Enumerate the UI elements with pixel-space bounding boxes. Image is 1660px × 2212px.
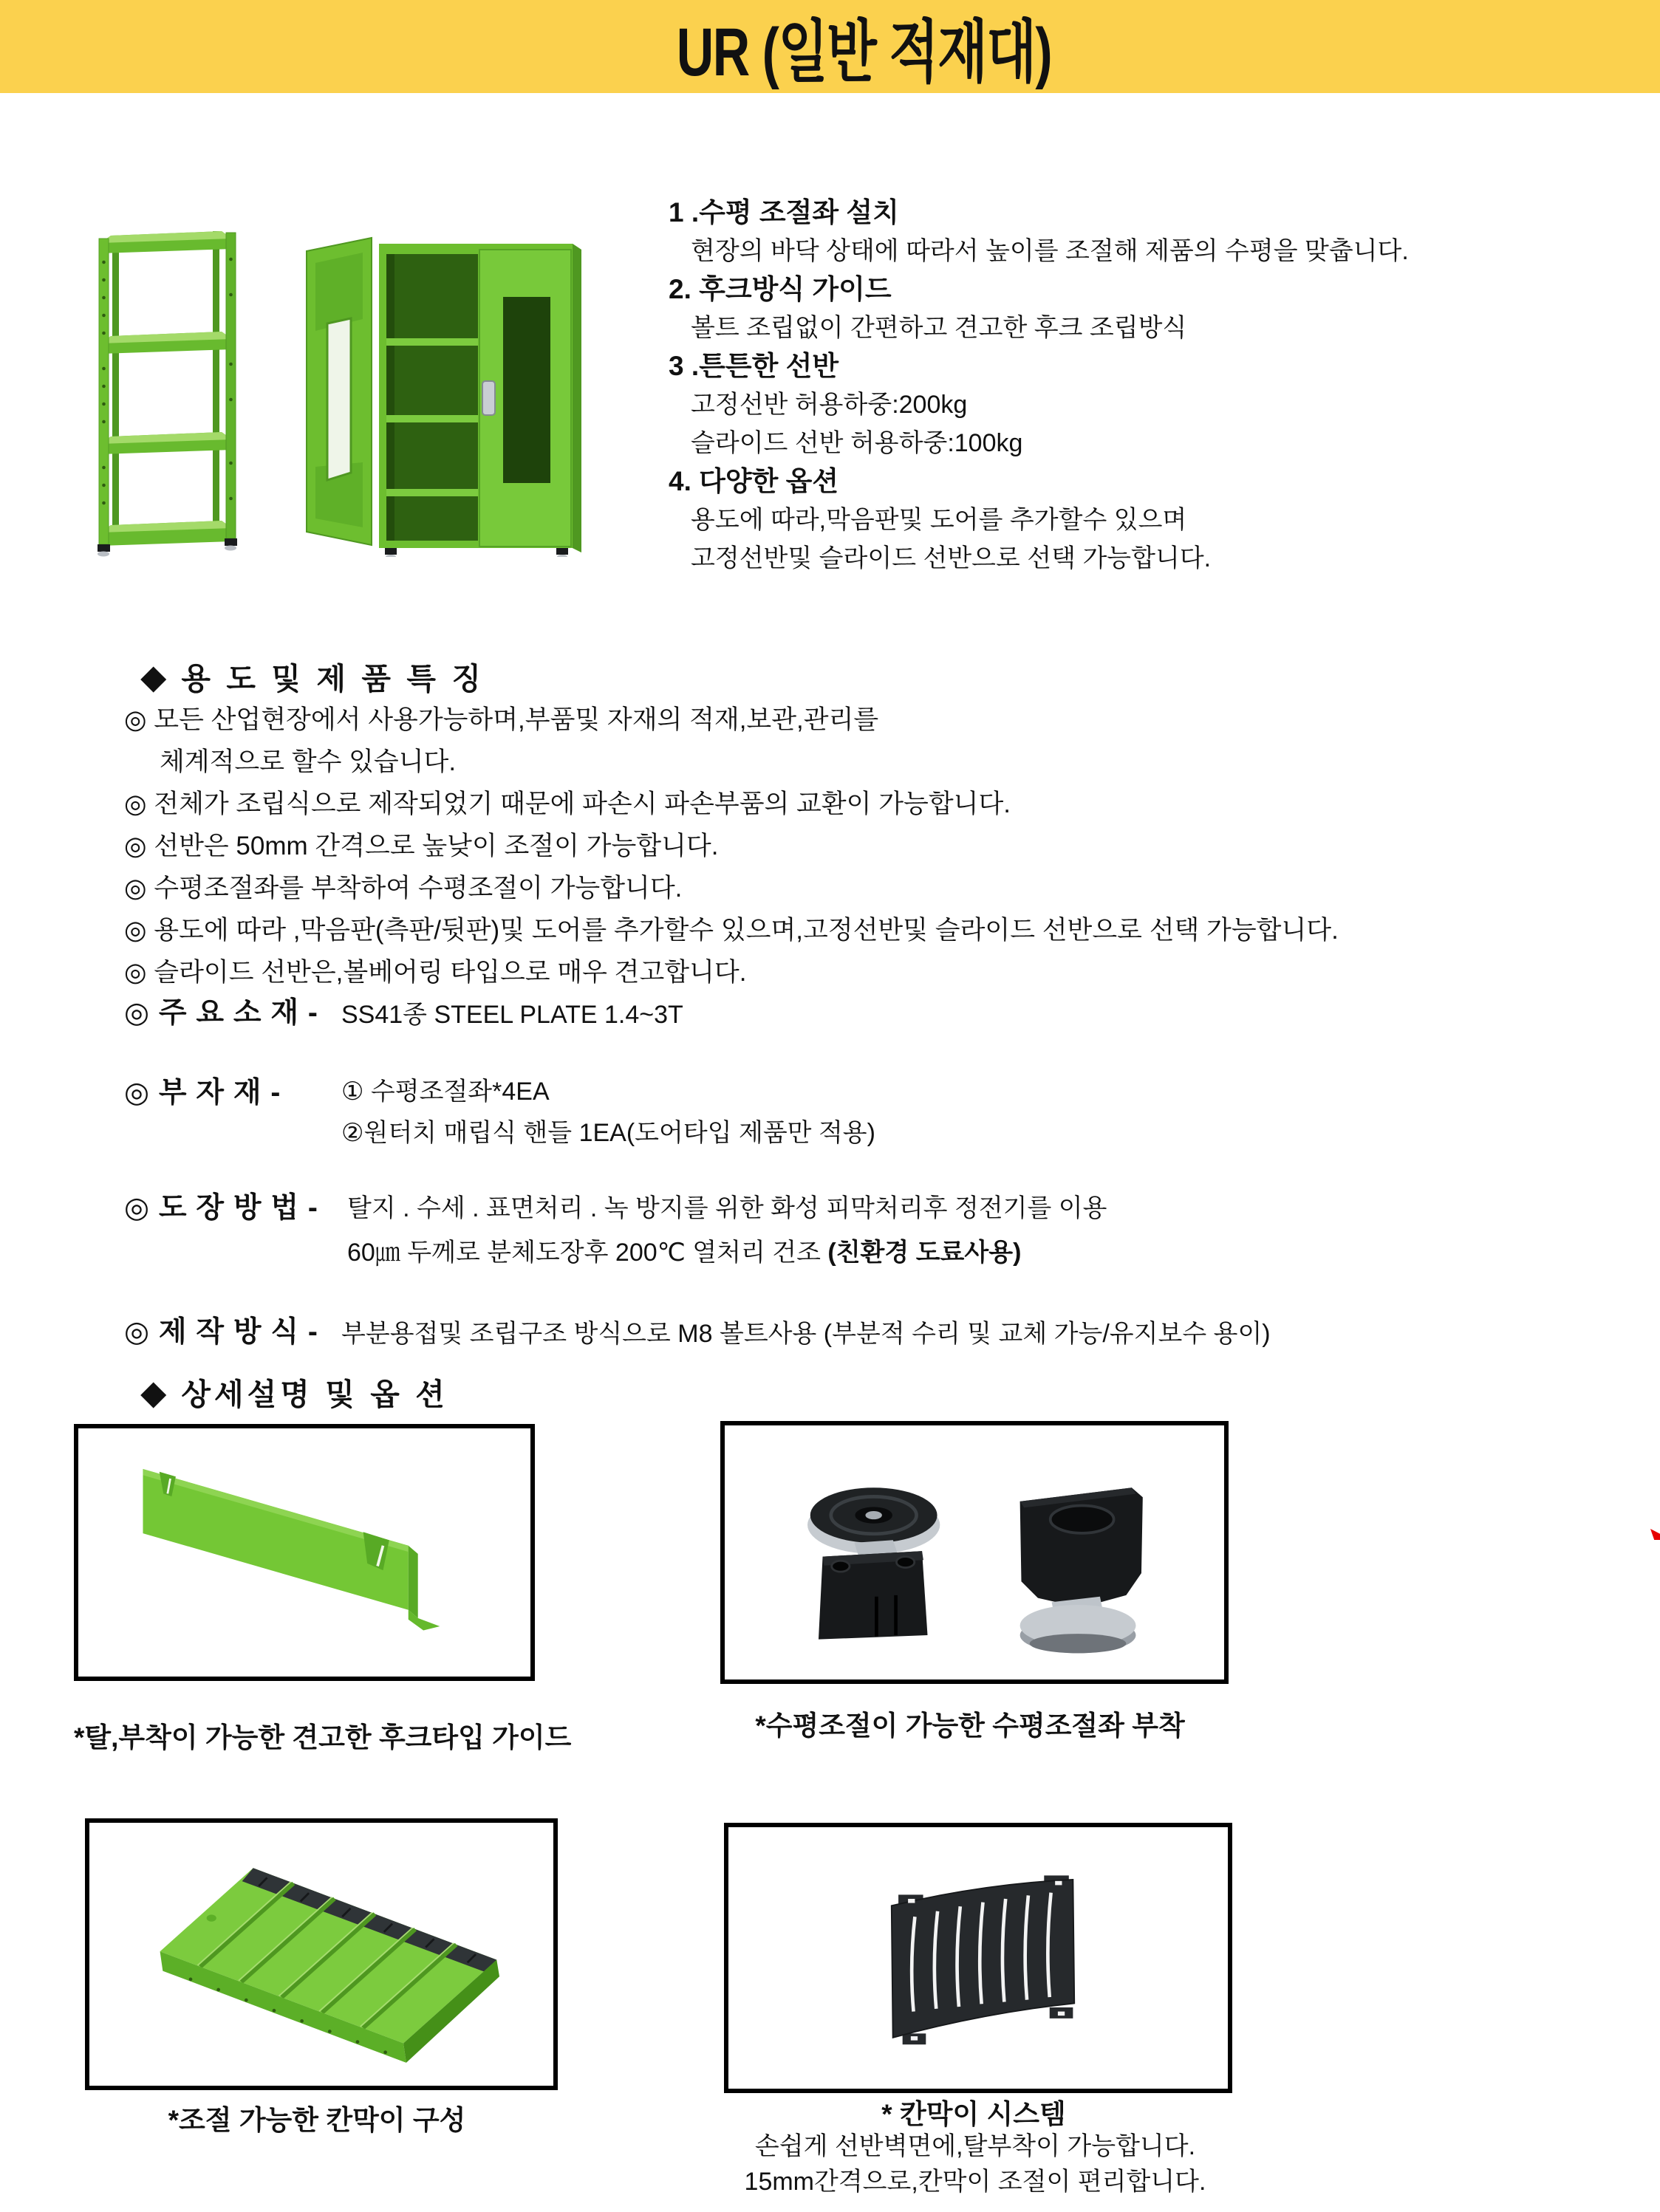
usage-section-heading [140,654,485,698]
intro-item-title: 4. 다양한 옵션 [669,466,839,496]
usage-bullet: ◎ 모든 산업현장에서 사용가능하며,부품및 자재의 적재,보관,관리를 [124,705,879,734]
caption-divider-tray: *조절 가능한 칸막이 구성 [168,2105,466,2135]
intro-item-line: 슬라이드 선반 허용하중:100kg [691,429,1023,457]
usage-bullet: ◎ 수평조절좌를 부착하여 수평조절이 가능합니다. [124,874,683,903]
caption-partition-line: 15mm간격으로,칸막이 조절이 편리합니다. [744,2168,1206,2196]
usage-bullet: ◎ 전체가 조립식으로 제작되었기 때문에 파손시 파손부품의 교환이 가능합니다. [124,790,1011,818]
details-section-heading [140,1370,448,1414]
usage-heading-text: 용 도 및 제 품 특 징 [181,662,485,696]
intro-feature-list [669,194,1629,578]
spec-label-construction: ◎ 제 작 방 식 - [124,1316,318,1348]
intro-item-line: 용도에 따라,막음판및 도어를 추가할수 있으며 [691,506,1187,534]
usage-bullet-continuation: 체계적으로 할수 있습니다. [160,747,457,776]
rack-product-image [95,224,239,558]
intro-item-line: 고정선반및 슬라이드 선반으로 선택 가능합니다. [691,544,1212,572]
spec-label-coating: ◎ 도 장 방 법 - [124,1192,318,1224]
hook-guide-image [98,1442,511,1663]
title-banner [0,0,1660,93]
diamond-bullet-icon: ◆ [140,657,167,696]
page-title: UR (일반 적재대) [676,15,1051,90]
caption-partition-title: * 칸막이 시스템 [881,2099,1066,2129]
detail-box-hook-guide [74,1424,535,1681]
intro-item-line: 볼트 조립없이 간편하고 견고한 후크 조립방식 [691,314,1187,342]
intro-item-line: 고정선반 허용하중:200kg [691,391,968,419]
caption-leveling-feet: *수평조절이 가능한 수평조절좌 부착 [755,1711,1185,1741]
spec-value-accessory-1: ① 수평조절좌*4EA [341,1078,550,1106]
diamond-bullet-icon: ◆ [140,1372,167,1411]
intro-item-line: 현장의 바닥 상태에 따라서 높이를 조절해 제품의 수평을 맞춥니다. [691,237,1409,265]
spec-value-material: SS41종 STEEL PLATE 1.4~3T [341,1001,683,1029]
red-edge-marker-icon [1650,1529,1660,1540]
usage-bullet: ◎ 용도에 따라 ,막음판(측판/뒷판)및 도어를 추가할수 있으며,고정선반및 슬라이드 선반으로 선택 가능합니다. [124,916,1339,945]
cabinet-product-image [305,229,584,557]
leveling-foot-image [745,1438,1203,1667]
divider-tray-image [107,1832,536,2076]
detail-box-leveling-feet [720,1421,1229,1684]
detail-box-divider-tray [85,1818,558,2090]
intro-item-title: 1 .수평 조절좌 설치 [669,197,899,227]
spec-value-coating-1: 탈지 . 수세 . 표면처리 . 녹 방지를 위한 화성 피막처리후 정전기를 이용 [347,1194,1107,1222]
spec-value-accessory-2: ②원터치 매립식 핸들 1EA(도어타입 제품만 적용) [341,1119,875,1147]
details-heading-text: 상세설명 및 옵 션 [181,1377,448,1411]
spec-label-material: ◎ 주 요 소 재 - [124,997,318,1029]
usage-bullet: ◎ 선반은 50mm 간격으로 높낮이 조절이 가능합니다. [124,832,719,860]
spec-value-coating-2: 60㎛ 두께로 분체도장후 200℃ 열처리 건조 (친환경 도료사용) [347,1239,1022,1267]
caption-hook-guide: *탈,부착이 가능한 견고한 후크타입 가이드 [74,1722,572,1753]
spec-label-accessories: ◎ 부 자 재 - [124,1077,281,1109]
spec-value-construction: 부분용접및 조립구조 방식으로 M8 볼트사용 (부분적 수리 및 교체 가능/유지보수 용이) [341,1320,1271,1348]
caption-partition-line: 손쉽게 선반벽면에,탈부착이 가능합니다. [754,2132,1196,2160]
usage-bullet-list [124,699,1339,993]
intro-item-title: 3 .튼튼한 선반 [669,351,839,381]
detail-box-partition [724,1823,1232,2093]
partition-panel-image [749,1840,1207,2076]
caption-partition-lines [680,2129,1271,2199]
usage-bullet: ◎ 슬라이드 선반은,볼베어링 타입으로 매우 견고합니다. [124,958,747,987]
eco-paint-note: (친환경 도료사용) [827,1239,1022,1267]
intro-item-title: 2. 후크방식 가이드 [669,274,892,304]
